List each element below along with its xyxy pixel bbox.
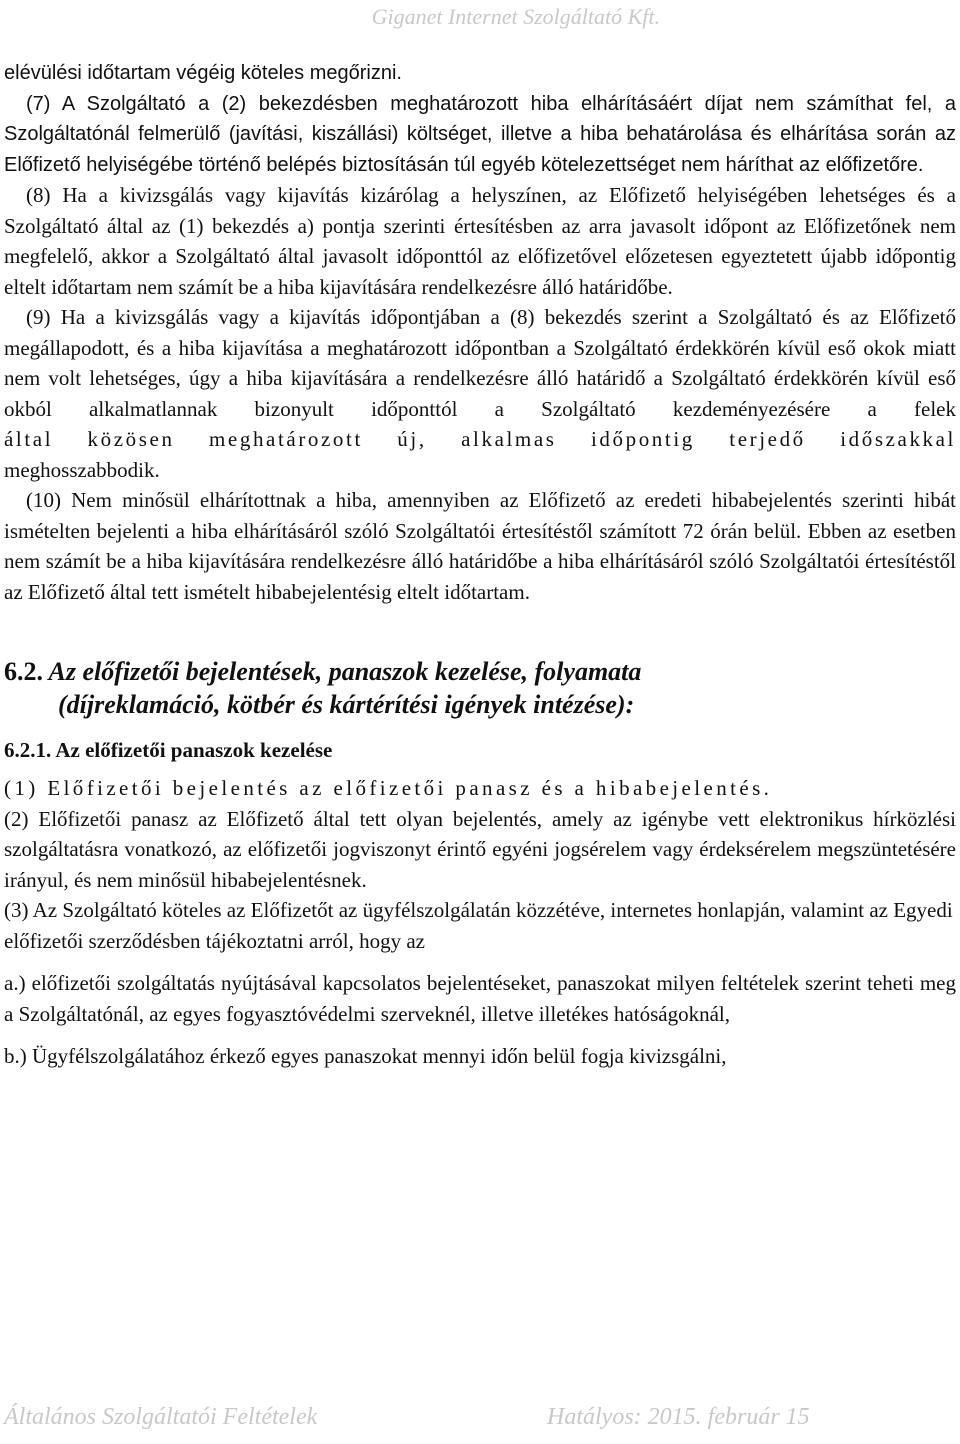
paragraph-s1: (1) Előfizetői bejelentés az előfizetői panasz és a hibabejelentés. [4,776,773,800]
paragraph-s3: (3) Az Szolgáltató köteles az Előfizetőt az ügyfélszolgálatán közzétéve, internetes honlapján, valamint az Egyedi előfizetői szerződésben tájékoztatni arról, hogy az [4,898,953,953]
footer-title: Általános Szolgáltatói Feltételek [4,1404,318,1430]
paragraph-8: (8) Ha a kivizsgálás vagy kijavítás kizárólag a helyszínen, az Előfizető helyiségében lehetséges és a Szolgáltató által az (1) bekezdés a) pontja szerinti értesítésben az arra javasolt időpont az Előfizetőnek nem megfelelő, akkor a Szolgáltató által javasolt időponttól az előfizetővel előzetesen egyeztetett újabb időpontig eltelt időtartam nem számít be a hiba kijavítására rendelkezésre álló határidőbe. [4,183,956,299]
page-header: Giganet Internet Szolgáltató Kft. [371,4,660,29]
paragraph-7: (7) A Szolgáltató a (2) bekezdésben meghatározott hiba elhárításáért díjat nem számíthat fel, a Szolgáltatónál felmerülő (javítási, kiszállási) költséget, illetve a hiba behatárolása és elhárítása során az Előfizető helyiségébe történő belépés biztosításán túl egyéb kötelezettséget nem háríthat az előfizetőre. [4,92,956,176]
footer-effective-date: Hatályos: 2015. február 15 [547,1404,810,1430]
paragraph-9-continued: által közösen meghatározott új, alkalmas időpontig terjedő időszakkal [4,427,956,451]
section-title-line2: (díjreklamáció, kötbér és kártérítési igények intézése): [58,690,635,719]
section-number: 6.2. [4,657,43,686]
paragraph-9-end: meghosszabbodik. [4,457,160,482]
section-title-line1: Az előfizetői bejelentések, panaszok kezelése, folyamata [48,657,642,686]
paragraph-retention: elévülési időtartam végéig köteles megőrizni. [4,62,402,84]
section-heading [4,655,956,721]
document-body [4,58,956,1072]
paragraph-sb: b.) Ügyfélszolgálatához érkező egyes panaszokat mennyi időn belül fogja kivizsgálni, [4,1044,727,1068]
paragraph-10: (10) Nem minősül elhárítottnak a hiba, amennyiben az Előfizető az eredeti hibabejelentés szerinti hibát ismételten bejelenti a hiba elhárításáról szóló Szolgáltatói értesítéstől számított 72 órán belül. Ebben az esetben nem számít be a hiba kijavítására rendelkezésre álló határidőbe a hiba elhárításáról szóló Szolgáltatói értesítéstől az Előfizető által tett ismételt hibabejelentésig eltelt időtartam. [4,488,956,604]
paragraph-sa: a.) előfizetői szolgáltatás nyújtásával kapcsolatos bejelentéseket, panaszokat milyen feltételek szerint teheti meg a Szolgáltatónál, az egyes fogyasztóvédelmi szerveknél, illetve illetékes hatóságoknál, [4,971,956,1026]
paragraph-s2: (2) Előfizetői panasz az Előfizető által tett olyan bejelentés, amely az igénybe vett elektronikus hírközlési szolgáltatásra vonatkozó, az előfizetői jogviszonyt érintő egyéni jogsérelem vagy érdeksérelem megszüntetésére irányul, és nem minősül hibabejelentésnek. [4,806,956,892]
page-footer [4,1404,864,1431]
subsection-heading: 6.2.1. Az előfizetői panaszok kezelése [4,738,333,762]
paragraph-9: (9) Ha a kivizsgálás vagy a kijavítás időpontjában a (8) bekezdés szerint a Szolgáltató és az Előfizető megállapodott, és a hiba kijavítása a meghatározott időpontban a Szolgáltató érdekkörén kívül eső okok miatt nem volt lehetséges, úgy a hiba kijavítására a rendelkezésre álló határidő a Szolgáltató érdekkörén kívül eső okból alkalmatlannak bizonyult időponttól a Szolgáltató kezdeményezésére a felek [4,305,956,421]
